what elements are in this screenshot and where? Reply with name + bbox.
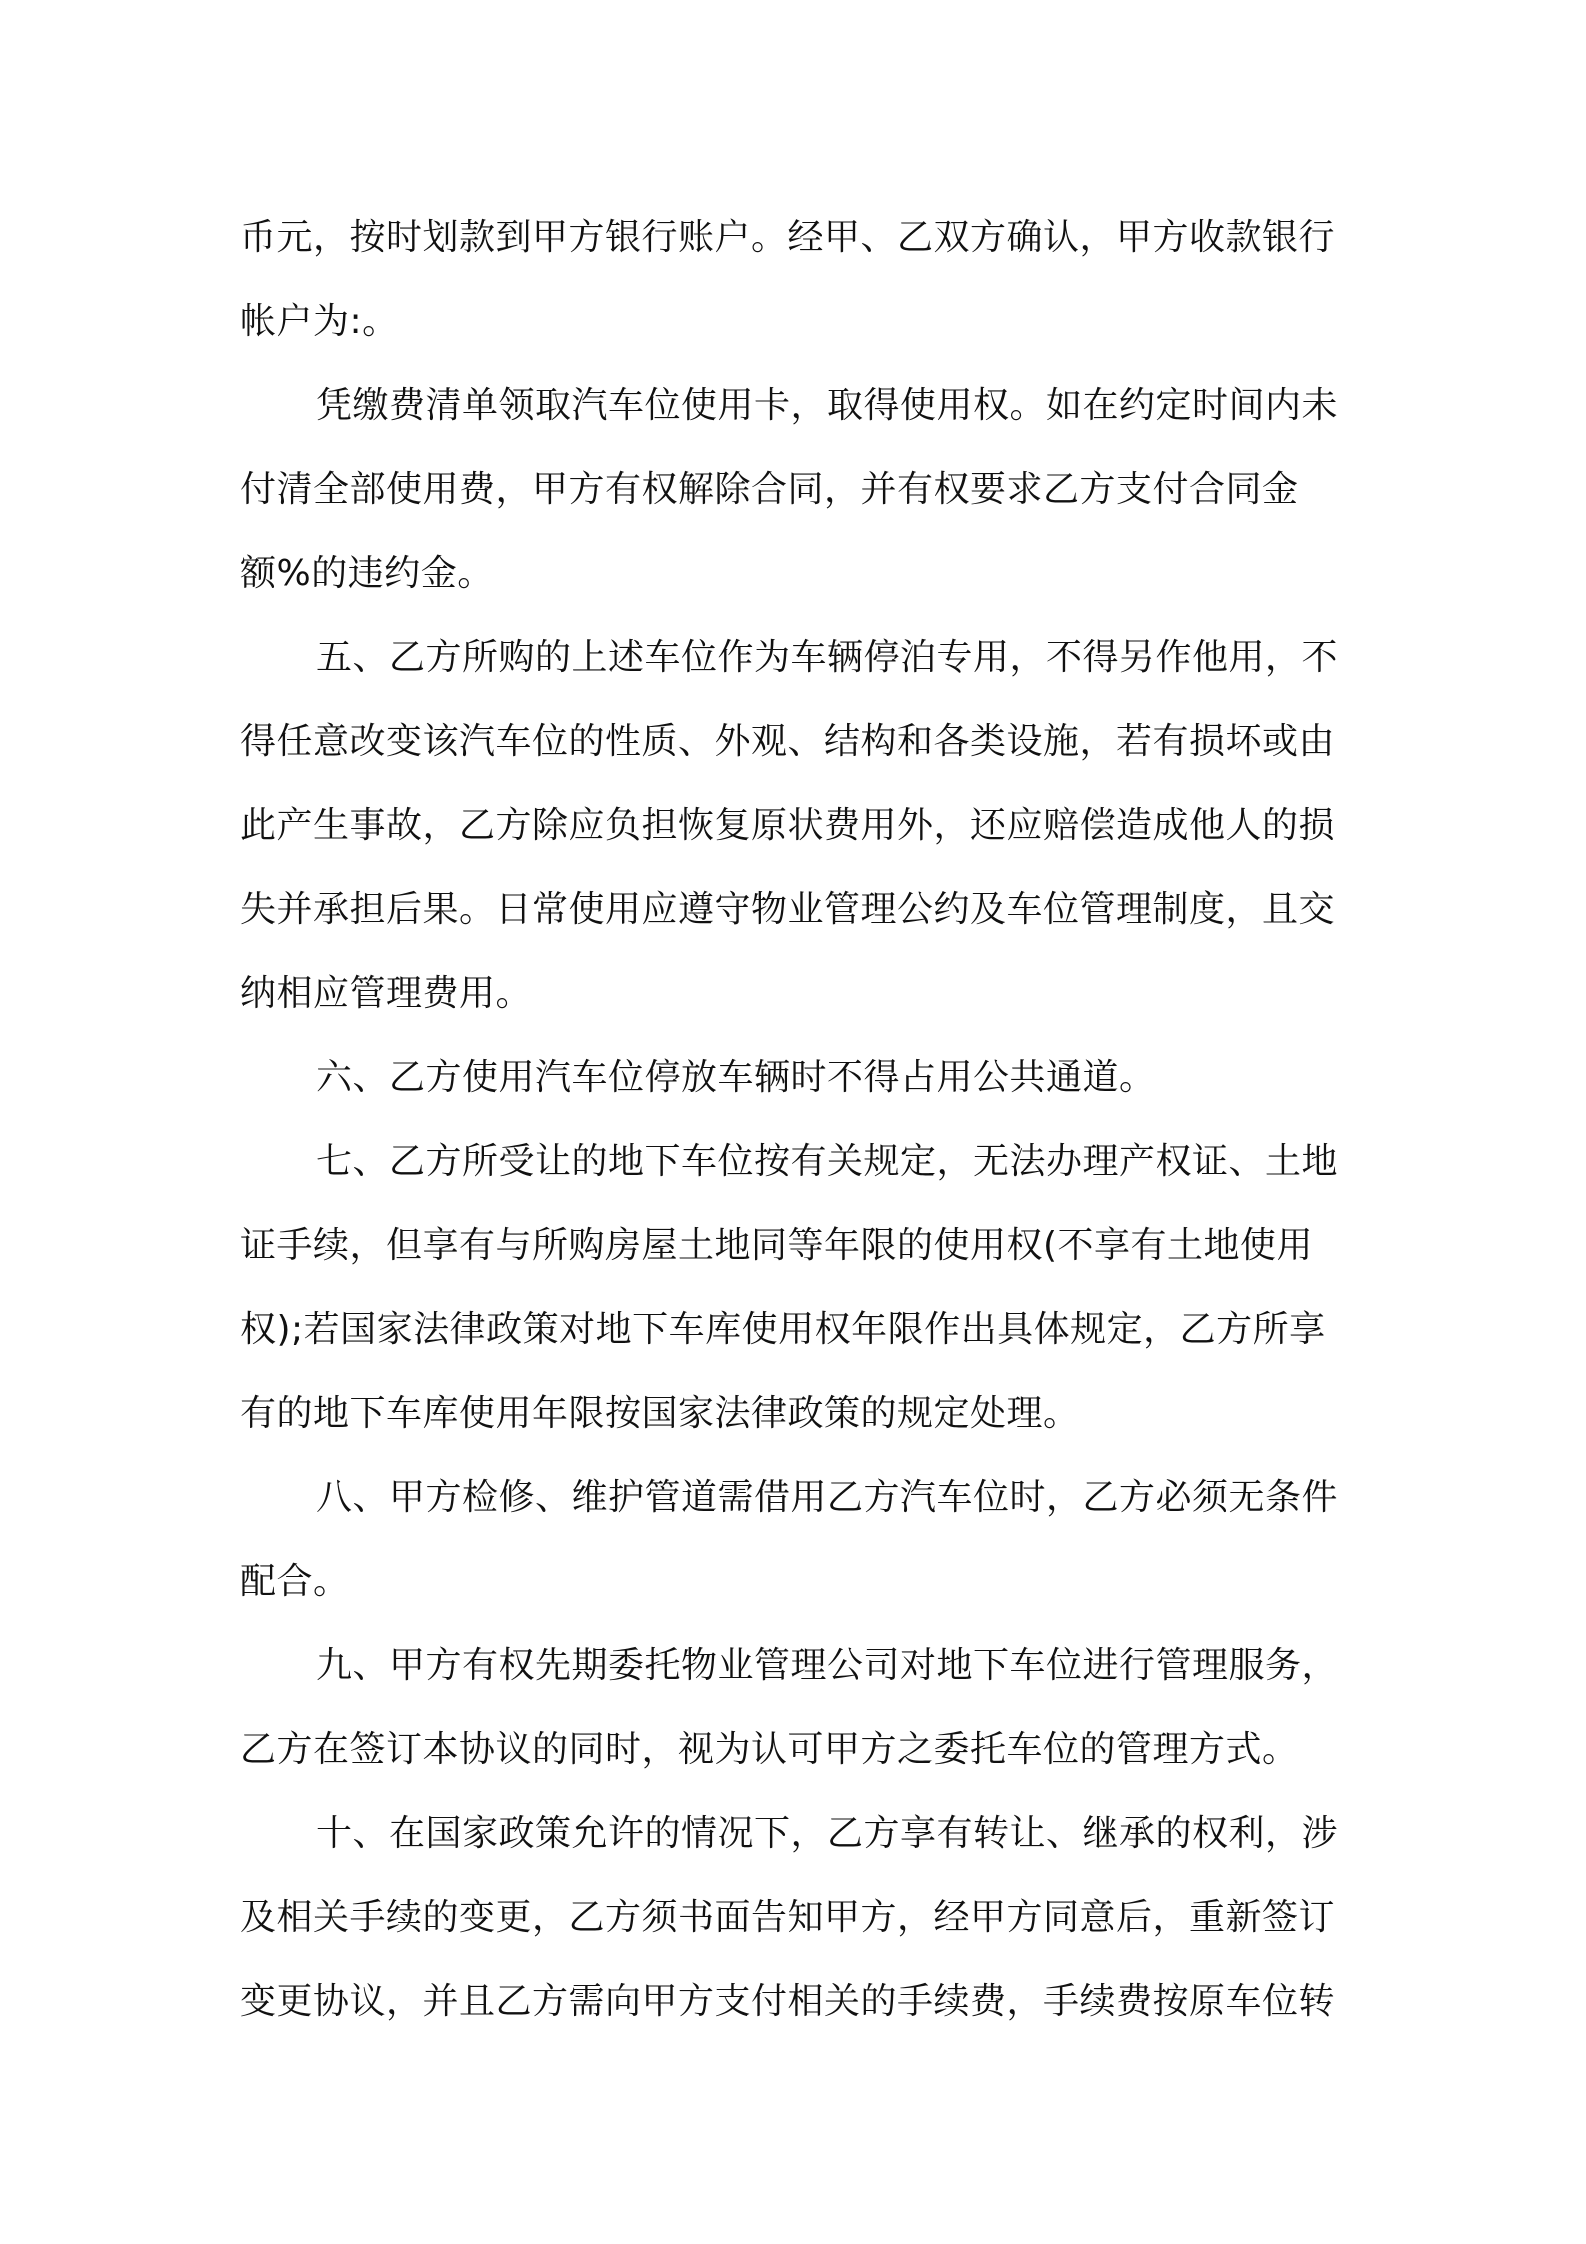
text-line: 帐户为:。: [240, 301, 399, 342]
text-line: 七、乙方所受让的地下车位按有关规定，无法办理产权证、土地: [316, 1141, 1339, 1182]
text-line: 五、乙方所购的上述车位作为车辆停泊专用，不得另作他用，不: [316, 637, 1339, 678]
document-body: [240, 196, 1352, 2044]
text-line: 九、甲方有权先期委托物业管理公司对地下车位进行管理服务，: [316, 1645, 1339, 1686]
text-line: 纳相应管理费用。: [240, 973, 533, 1014]
text-line: 权);若国家法律政策对地下车库使用权年限作出具体规定，乙方所享: [240, 1309, 1326, 1350]
text-line: 证手续，但享有与所购房屋土地同等年限的使用权(不享有土地使用: [240, 1225, 1314, 1266]
text-line: 变更协议，并且乙方需向甲方支付相关的手续费，手续费按原车位转: [240, 1981, 1336, 2022]
text-line: 乙方在签订本协议的同时，视为认可甲方之委托车位的管理方式。: [240, 1729, 1299, 1770]
text-line: 额%的违约金。: [240, 553, 494, 594]
text-line: 此产生事故，乙方除应负担恢复原状费用外，还应赔偿造成他人的损: [240, 805, 1336, 846]
text-line: 八、甲方检修、维护管道需借用乙方汽车位时，乙方必须无条件: [316, 1477, 1339, 1518]
text-line: 凭缴费清单领取汽车位使用卡，取得使用权。如在约定时间内未: [316, 385, 1339, 426]
text-line: 有的地下车库使用年限按国家法律政策的规定处理。: [240, 1393, 1080, 1434]
text-line: 币元，按时划款到甲方银行账户。经甲、乙双方确认，甲方收款银行: [240, 217, 1336, 258]
text-line: 失并承担后果。日常使用应遵守物业管理公约及车位管理制度，且交: [240, 889, 1336, 930]
text-line: 十、在国家政策允许的情况下，乙方享有转让、继承的权利，涉: [316, 1813, 1339, 1854]
text-line: 及相关手续的变更，乙方须书面告知甲方，经甲方同意后，重新签订: [240, 1897, 1336, 1938]
text-line: 付清全部使用费，甲方有权解除合同，并有权要求乙方支付合同金: [240, 469, 1299, 510]
text-line: 得任意改变该汽车位的性质、外观、结构和各类设施，若有损坏或由: [240, 721, 1336, 762]
text-line: 六、乙方使用汽车位停放车辆时不得占用公共通道。: [316, 1057, 1156, 1098]
text-line: 配合。: [240, 1561, 350, 1602]
